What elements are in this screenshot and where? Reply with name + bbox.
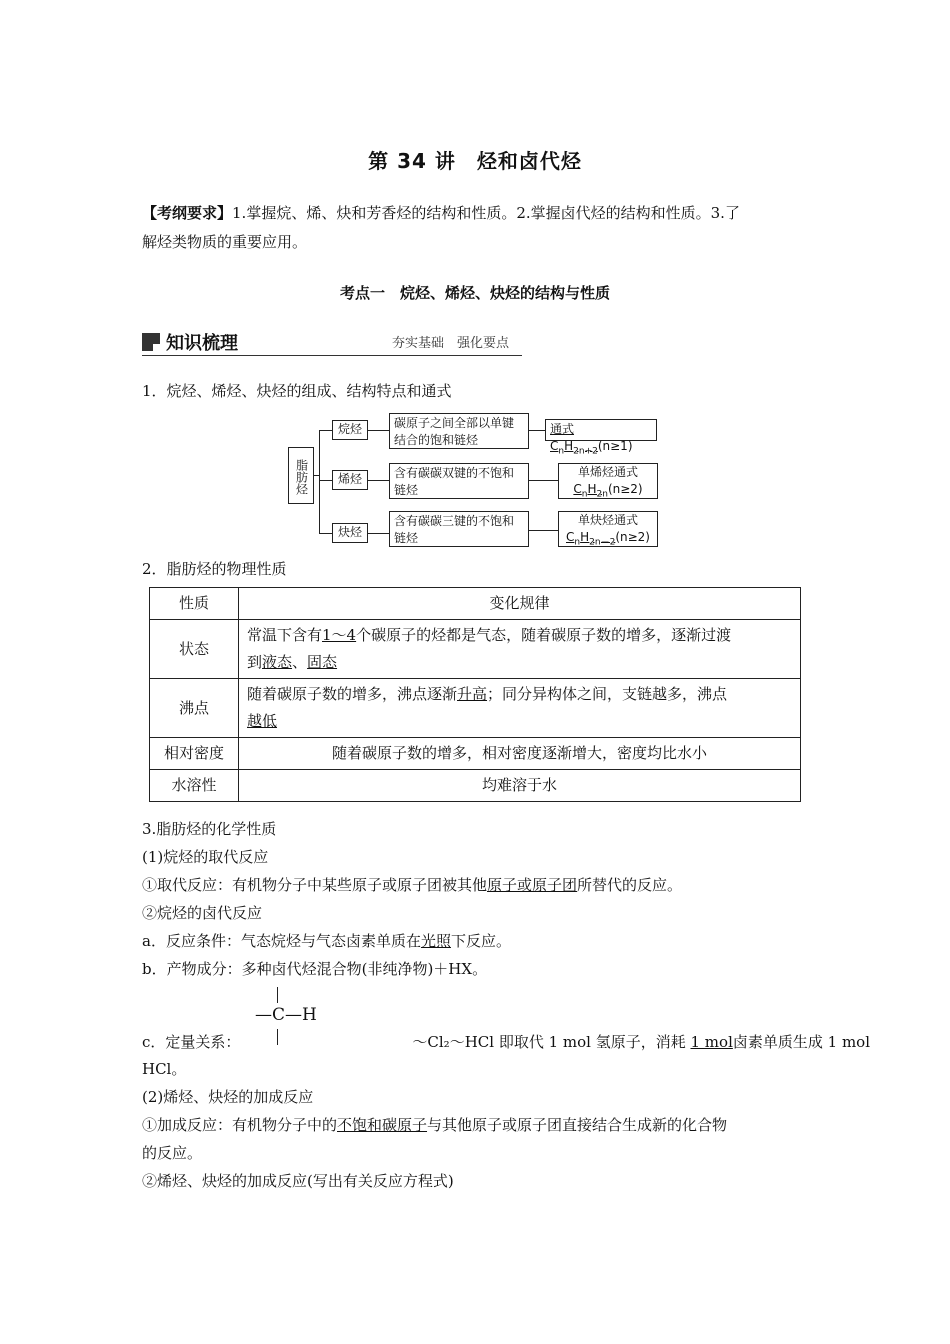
root-box: 脂肪烃	[288, 447, 314, 504]
table-key: 状态	[150, 620, 239, 679]
table-cell: 随着碳原子数的增多，沸点逐渐升高；同分异构体之间，支链越多，沸点 越低	[239, 679, 801, 738]
exam-requirements	[142, 199, 812, 257]
page-title: 第 34 讲 烃和卤代烃	[368, 149, 582, 173]
paragraph: c．定量关系： ～Cl₂～HCl 即取代 1 mol 氢原子，消耗 1 mol卤素单质生成 1 mol	[142, 1033, 871, 1051]
paragraph: a．反应条件：气态烷烃与气态卤素单质在光照下反应。	[142, 932, 511, 950]
alkane-formula-box: 通式$C_nH_{2n+2}(n\ge 1)$	[545, 419, 657, 441]
alkyne-desc-box: 含有碳碳三键的不饱和 链烃	[389, 511, 529, 547]
paragraph: HCl。	[142, 1060, 187, 1078]
table-row	[150, 738, 801, 770]
struct-center: —C—H	[255, 1005, 317, 1025]
table-header-row	[150, 588, 801, 620]
paragraph: 的反应。	[142, 1144, 203, 1162]
alkane-desc-box: 碳原子之间全部以单键 结合的饱和链烃	[389, 413, 529, 449]
table-key: 相对密度	[150, 738, 239, 770]
heading-3: 3.脂肪烃的化学性质	[142, 820, 277, 838]
table-cell: 随着碳原子数的增多，相对密度逐渐增大，密度均比水小	[239, 738, 801, 770]
table-key: 水溶性	[150, 770, 239, 802]
requirements-tag: 【考纲要求】	[142, 204, 233, 222]
alkene-formula-box: 单烯烃通式 $C_nH_{2n}(n\ge 2)$	[558, 463, 658, 499]
paragraph: (1)烷烃的取代反应	[142, 848, 269, 866]
section-title: 考点一 烷烃、烯烃、炔烃的结构与性质	[339, 284, 610, 302]
knowledge-bar-underline	[142, 355, 522, 356]
requirements-line-1: 1.掌握烷、烯、炔和芳香烃的结构和性质。2.掌握卤代烃的结构和性质。3.了	[232, 204, 740, 222]
section-square-icon	[142, 333, 160, 351]
paragraph: ②烷烃的卤代反应	[142, 904, 263, 922]
knowledge-bar-title: 知识梳理	[166, 333, 238, 354]
table-header: 性质	[150, 588, 239, 620]
paragraph: ①取代反应：有机物分子中某些原子或原子团被其他原子或原子团所替代的反应。	[142, 876, 683, 894]
table-key: 沸点	[150, 679, 239, 738]
alkane-box: 烷烃	[332, 420, 368, 440]
requirements-line-2: 解烃类物质的重要应用。	[142, 233, 308, 251]
paragraph: ②烯烃、炔烃的加成反应(写出有关反应方程式)	[142, 1172, 454, 1190]
alkyne-formula-box: 单炔烃通式 $C_nH_{2n-2}(n\ge 2)$	[558, 511, 658, 547]
knowledge-bar-subtitle: 夯实基础 强化要点	[392, 336, 510, 351]
paragraph: ①加成反应：有机物分子中的不饱和碳原子与其他原子或原子团直接结合生成新的化合物	[142, 1116, 728, 1134]
alkyne-box: 炔烃	[332, 523, 368, 543]
paragraph: (2)烯烃、炔烃的加成反应	[142, 1088, 314, 1106]
heading-2: 2．脂肪烃的物理性质	[142, 560, 287, 578]
alkene-box: 烯烃	[332, 470, 368, 490]
paragraph: b．产物成分：多种卤代烃混合物(非纯净物)＋HX。	[142, 960, 488, 978]
alkene-desc-box: 含有碳碳双键的不饱和 链烃	[389, 463, 529, 499]
table-cell: 常温下含有1～4个碳原子的烃都是气态，随着碳原子数的增多，逐渐过渡 到液态、固态	[239, 620, 801, 679]
table-row	[150, 620, 801, 679]
knowledge-bar	[142, 328, 522, 356]
table-header: 变化规律	[239, 588, 801, 620]
table-row	[150, 770, 801, 802]
table-cell: 均难溶于水	[239, 770, 801, 802]
table-row	[150, 679, 801, 738]
heading-1: 1．烷烃、烯烃、炔烃的组成、结构特点和通式	[142, 382, 452, 400]
physical-properties-table	[149, 587, 801, 802]
